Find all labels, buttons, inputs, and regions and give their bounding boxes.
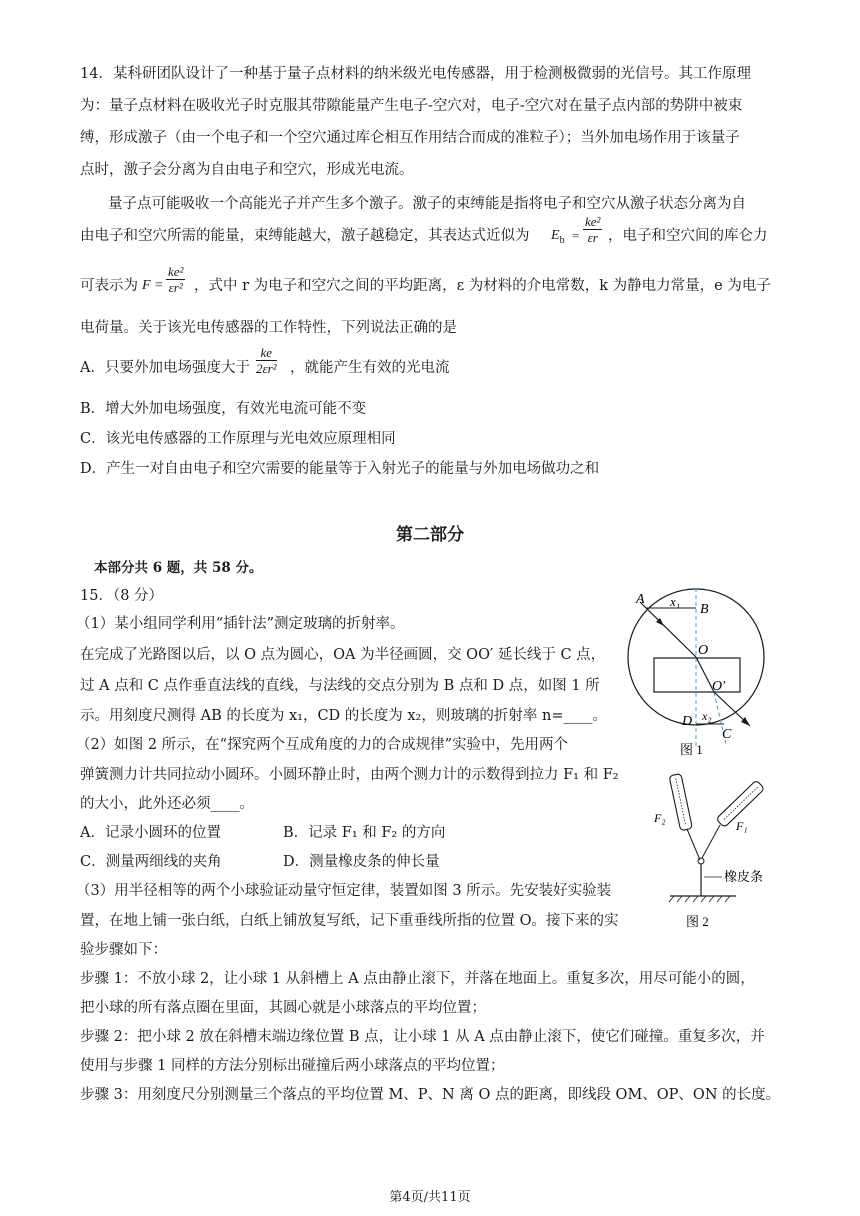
label-c: C bbox=[722, 727, 732, 742]
label-a: A bbox=[636, 592, 645, 607]
f-fraction bbox=[166, 264, 185, 295]
q15-part1-line-3: 过 A 点和 C 点作垂直法线的直线，与法线的交点分别为 B 点和 D 点，如图 1 所 bbox=[80, 678, 600, 694]
q14-line-7a: 可表示为 bbox=[80, 278, 138, 294]
label-x2: x₂ bbox=[702, 709, 712, 723]
q14-line-7b: ，式中 r 为电子和空穴之间的平均距离，ε 为材料的介电常数，k 为静电力常量，e 为电子 bbox=[194, 278, 771, 294]
eb-fraction bbox=[583, 214, 602, 245]
label-o: O bbox=[698, 643, 709, 658]
q14-line-4: 点时，激子会分离为自由电子和空穴，形成光电流。 bbox=[80, 162, 414, 178]
q14-option-b: B．增大外加电场强度，有效光电流可能不变 bbox=[80, 401, 367, 417]
eb-equals: = bbox=[572, 228, 580, 243]
f-symbol: F = bbox=[142, 278, 164, 293]
q14-line-5: 量子点可能吸收一个高能光子并产生多个激子。激子的束缚能是指将电子和空穴从激子状态分离为自 bbox=[108, 196, 746, 212]
q15-part1-line-2: 在完成了光路图以后，以 O 点为圆心，OA 为半径画圆，交 OO′ 延长线于 C 点， bbox=[80, 647, 606, 663]
page-footer: 第4页/共11页 bbox=[389, 1190, 471, 1205]
q15-step1-line-2: 把小球的所有落点圈在里面，其圆心就是小球落点的平均位置； bbox=[80, 1000, 486, 1016]
q15-part2-option-b: B．记录 F₁ 和 F₂ 的方向 bbox=[283, 825, 446, 841]
q14-line-8: 电荷量。关于该光电传感器的工作特性，下列说法正确的是 bbox=[80, 320, 457, 336]
figure-2-spring-balance-diagram bbox=[640, 770, 780, 932]
q14-line-3: 缚，形成激子（由一个电子和一个空穴通过库仑相互作用结合而成的准粒子）；当外加电场作用于该量子 bbox=[80, 130, 740, 146]
incident-ray bbox=[640, 602, 696, 657]
label-rubber-band: 橡皮条 bbox=[724, 869, 764, 884]
figure-1-refraction-diagram bbox=[610, 586, 780, 762]
q15-part3-line-1: （3）用半径相等的两个小球验证动量守恒定律，装置如图 3 所示。先安装好实验装 bbox=[76, 883, 612, 899]
q15-part2-line-3: 的大小，此外还必须____。 bbox=[80, 796, 254, 812]
q14-option-a-tail: ，就能产生有效的光电流 bbox=[290, 360, 450, 376]
base-hatching bbox=[669, 896, 730, 902]
label-x1: x₁ bbox=[670, 594, 681, 609]
q15-part1-line-1: （1）某小组同学利用“插针法”测定玻璃的折射率。 bbox=[76, 616, 405, 632]
q14-option-a: A．只要外加电场强度大于 bbox=[80, 360, 250, 376]
label-f1: F₁ bbox=[736, 819, 748, 833]
q15-step1-line-1: 步骤 1：不放小球 2，让小球 1 从斜槽上 A 点由静止滚下，并落在地面上。重复多次，用尽可能小的圆， bbox=[80, 971, 755, 987]
label-o-prime: O′ bbox=[712, 679, 726, 694]
q15-part3-line-3: 验步骤如下： bbox=[80, 942, 167, 958]
eb-denominator: εr bbox=[587, 230, 598, 245]
q14-line-6b: ，电子和空穴间的库仑力 bbox=[608, 228, 768, 244]
label-b: B bbox=[700, 602, 709, 617]
q15-step2-line-2: 使用与步骤 1 同样的方法分别标出碰撞后两小球落点的平均位置； bbox=[80, 1058, 505, 1074]
q15-step2-line-1: 步骤 2：把小球 2 放在斜槽末端边缘位置 B 点，让小球 1 从 A 点由静止滚下，使它们碰撞。重复多次，并 bbox=[80, 1029, 765, 1045]
part-intro: 本部分共 6 题，共 58 分。 bbox=[94, 560, 263, 576]
q15-part2-option-a: A．记录小圆环的位置 bbox=[80, 825, 221, 841]
option-a-fraction bbox=[256, 345, 277, 376]
small-ring bbox=[698, 858, 704, 864]
label-d: D bbox=[682, 714, 693, 729]
string-f2 bbox=[687, 829, 700, 860]
spring-balance-f2 bbox=[669, 773, 692, 830]
q15-part1-line-4: 示。用刻度尺测得 AB 的长度为 x₁，CD 的长度为 x₂，则玻璃的折射率 n=____。 bbox=[80, 708, 607, 724]
q15-part2-option-c: C．测量两细线的夹角 bbox=[80, 854, 222, 870]
q15-part2-line-2: 弹簧测力计共同拉动小圆环。小圆环静止时，由两个测力计的示数得到拉力 F₁ 和 F₂ bbox=[80, 767, 619, 783]
q14-line-2: 为：量子点材料在吸收光子时克服其带隙能量产生电子-空穴对，电子-空穴对在量子点内部的势阱中被束 bbox=[80, 98, 743, 114]
label-f2: F₂ bbox=[654, 811, 666, 825]
q15-step3: 步骤 3：用刻度尺分别测量三个落点的平均位置 M、P、N 离 O 点的距离，即线段 OM、OP、ON 的长度。 bbox=[80, 1087, 781, 1103]
eb-symbol: $E_b$ bbox=[551, 228, 565, 246]
option-a-denominator: 2εr² bbox=[256, 361, 277, 376]
q14-line-1: 14．某科研团队设计了一种基于量子点材料的纳米级光电传感器，用于检测极微弱的光信号。其工作原理 bbox=[80, 66, 751, 82]
q14-line-6a: 由电子和空穴所需的能量，束缚能越大，激子越稳定，其表达式近似为 bbox=[80, 228, 530, 244]
option-a-numerator: ke bbox=[256, 345, 277, 361]
q15-part3-line-2: 置，在地上铺一张白纸，白纸上铺放复写纸，记下重垂线所指的位置 O。接下来的实 bbox=[80, 913, 619, 929]
q14-option-d: D．产生一对自由电子和空穴需要的能量等于入射光子的能量与外加电场做功之和 bbox=[80, 461, 600, 477]
figure-1-caption: 图 1 bbox=[680, 742, 703, 757]
q14-option-c: C．该光电传感器的工作原理与光电效应原理相同 bbox=[80, 431, 396, 447]
glass-block bbox=[654, 658, 740, 692]
string-f1 bbox=[702, 825, 720, 858]
f-denominator: εr² bbox=[168, 280, 183, 295]
q15-part2-line-1: （2）如图 2 所示，在“探究两个互成角度的力的合成规律”实验中，先用两个 bbox=[76, 737, 568, 753]
part-title: 第二部分 bbox=[396, 525, 464, 545]
figure-2-caption: 图 2 bbox=[686, 914, 709, 929]
q15-part2-option-d: D．测量橡皮条的伸长量 bbox=[283, 854, 440, 870]
eb-numerator: ke² bbox=[585, 214, 601, 229]
f-numerator: ke² bbox=[168, 264, 184, 279]
q15-heading: 15．（8 分） bbox=[80, 588, 164, 604]
